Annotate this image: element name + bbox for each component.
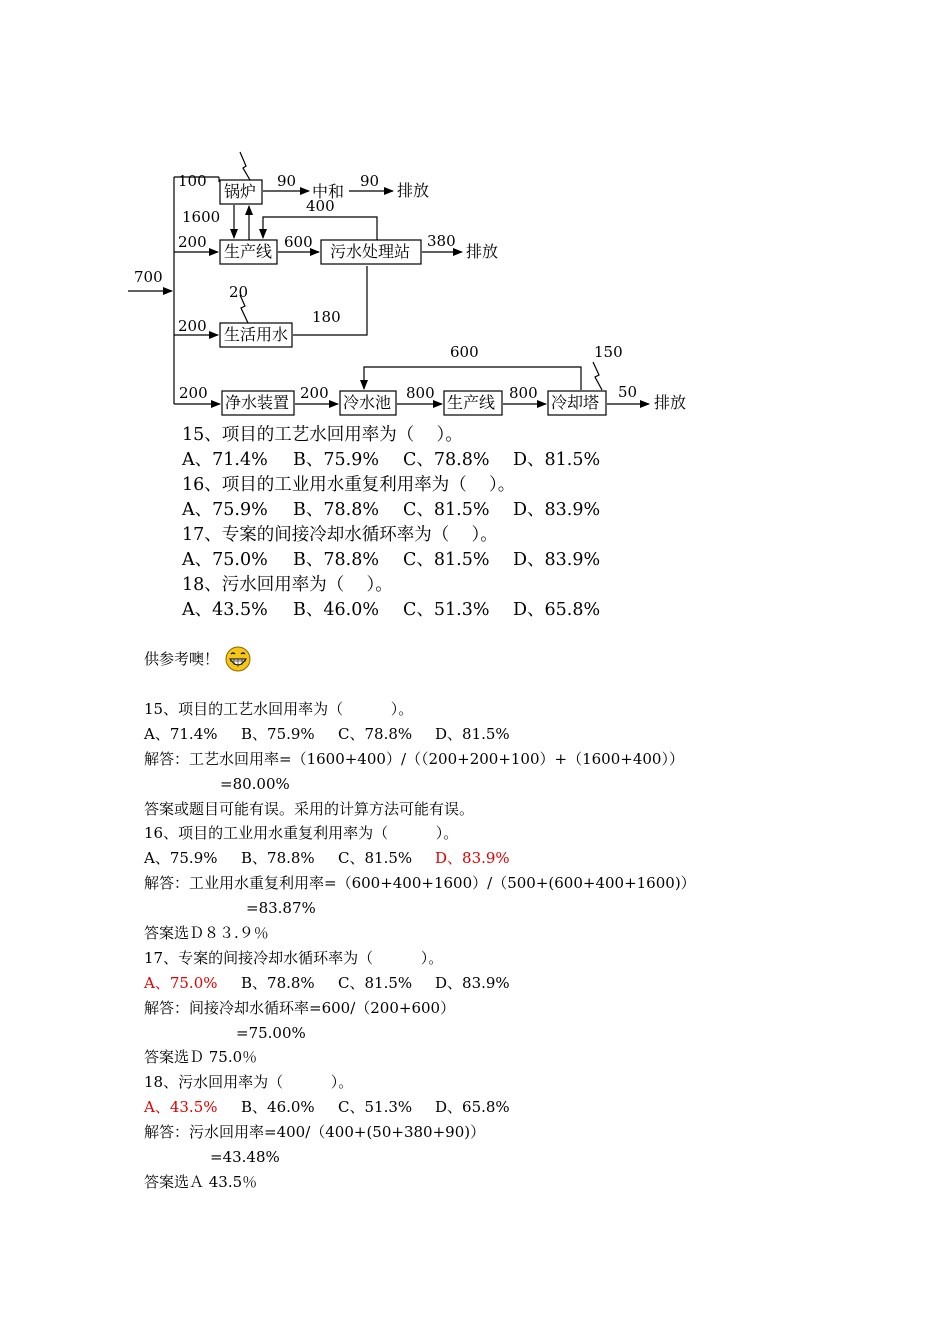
boiler-in-label: 100 xyxy=(178,172,207,190)
question-15-options xyxy=(182,448,600,473)
answer-17-stem: 17、专案的间接冷却水循环率为（ ）。 xyxy=(144,948,444,967)
answer-15-options xyxy=(144,722,696,747)
coldpool-out-label: 800 xyxy=(406,384,435,402)
tower-evap-label: 150 xyxy=(594,343,623,361)
option: D、83.9% xyxy=(513,550,601,570)
prodline2-box: 生产线 xyxy=(447,393,496,412)
option: A、75.9% xyxy=(182,500,268,520)
option: D、83.9% xyxy=(435,973,510,992)
answer-17-options xyxy=(144,971,696,996)
tower-out-label: 50 xyxy=(618,383,638,401)
option: B、75.9% xyxy=(293,450,379,470)
answer-15-note: 答案或题目可能有误。采用的计算方法可能有误。 xyxy=(144,799,475,818)
domestic-in-label: 200 xyxy=(178,317,207,335)
discharge-2: 排放 xyxy=(466,242,499,261)
question-17-options xyxy=(182,548,600,573)
loop-1600-label: 1600 xyxy=(182,208,221,226)
boiler-box: 锅炉 xyxy=(224,182,257,201)
prodline1-box: 生产线 xyxy=(224,242,273,261)
option: D、81.5% xyxy=(435,724,510,743)
option: C、81.5% xyxy=(338,849,413,868)
tower-return-label: 600 xyxy=(450,343,479,361)
discharge-3: 排放 xyxy=(654,393,687,412)
question-15: 15、项目的工艺水回用率为（ ）。 xyxy=(182,425,463,445)
option: A、71.4% xyxy=(182,450,268,470)
answer-16-stem: 16、项目的工业用水重复利用率为（ ）。 xyxy=(144,824,459,843)
option-highlighted: A、43.5% xyxy=(144,1098,218,1117)
option: B、46.0% xyxy=(241,1098,315,1117)
answer-17-note: 答案选Ｄ 75.0％ xyxy=(144,1048,258,1067)
option: C、78.8% xyxy=(403,450,490,470)
option: B、78.8% xyxy=(241,849,315,868)
option: D、81.5% xyxy=(513,450,601,470)
option: C、78.8% xyxy=(338,724,413,743)
tower-box: 冷却塔 xyxy=(551,393,600,412)
answer-16-options xyxy=(144,846,696,871)
boiler-out-label: 90 xyxy=(277,172,297,190)
question-17: 17、专案的间接冷却水循环率为（ ）。 xyxy=(182,525,498,545)
option-highlighted: A、75.0% xyxy=(144,973,218,992)
question-16: 16、项目的工业用水重复利用率为（ ）。 xyxy=(182,475,516,495)
question-list xyxy=(182,423,600,623)
option: A、75.9% xyxy=(144,849,218,868)
answer-18-options xyxy=(144,1095,696,1120)
neutral-out-label: 90 xyxy=(360,172,380,190)
option: C、81.5% xyxy=(403,500,490,520)
water-balance-diagram xyxy=(0,0,950,420)
purifier-out-label: 200 xyxy=(300,384,329,402)
answer-17-solution: 解答：间接冷却水循环率=600/（200+600） xyxy=(144,998,456,1017)
answer-16-note: 答案选Ｄ８３.９％ xyxy=(144,924,269,943)
option: A、43.5% xyxy=(182,600,268,620)
option: C、51.3% xyxy=(338,1098,413,1117)
option: B、78.8% xyxy=(293,500,379,520)
answer-18-solution: 解答：污水回用率=400/（400+(50+380+90)） xyxy=(144,1123,486,1142)
purifier-box: 净水装置 xyxy=(225,393,290,412)
option: C、81.5% xyxy=(403,550,490,570)
option: C、51.3% xyxy=(403,600,490,620)
answer-section xyxy=(144,697,696,1195)
option: B、46.0% xyxy=(293,600,379,620)
option: D、65.8% xyxy=(513,600,601,620)
prodline2-out-label: 800 xyxy=(509,384,538,402)
answer-18-stem: 18、污水回用率为（ ）。 xyxy=(144,1073,354,1092)
option: C、81.5% xyxy=(338,973,413,992)
answer-15-result: =80.00% xyxy=(220,774,290,793)
domestic-out-label: 180 xyxy=(312,308,341,326)
option: B、78.8% xyxy=(293,550,379,570)
question-16-options xyxy=(182,498,600,523)
return-400-label: 400 xyxy=(306,197,335,215)
option: B、75.9% xyxy=(241,724,315,743)
answer-16-solution: 解答：工业用水重复利用率=（600+400+1600）/（500+(600+400+1600)） xyxy=(144,874,696,893)
sewage-out-label: 380 xyxy=(427,232,456,250)
option: A、75.0% xyxy=(182,550,268,570)
answer-17-result: =75.00% xyxy=(236,1023,306,1042)
question-18-options xyxy=(182,598,600,623)
question-18: 18、污水回用率为（ ）。 xyxy=(182,575,393,595)
answer-18-result: =43.48% xyxy=(210,1148,280,1167)
coldpool-box: 冷水池 xyxy=(343,393,392,412)
prodline1-in-label: 200 xyxy=(178,233,207,251)
answer-18-note: 答案选Ａ 43.5％ xyxy=(144,1172,258,1191)
sewage-box: 污水处理站 xyxy=(330,242,411,261)
answer-15-stem: 15、项目的工艺水回用率为（ ）。 xyxy=(144,700,414,718)
answer-15-solution: 解答：工艺水回用率=（1600+400）/（（200+200+100）+（1600+400）） xyxy=(144,749,684,768)
purifier-in-label: 200 xyxy=(179,384,208,402)
discharge-1: 排放 xyxy=(397,181,430,200)
domestic-loss-label: 20 xyxy=(229,283,249,301)
option: A、71.4% xyxy=(144,724,218,743)
option-highlighted: D、83.9% xyxy=(435,849,510,868)
domestic-box: 生活用水 xyxy=(224,325,289,344)
answer-16-result: =83.87% xyxy=(246,899,316,918)
prod-to-sewage-label: 600 xyxy=(284,233,313,251)
option: D、65.8% xyxy=(435,1098,510,1117)
neutral-node: 中和 xyxy=(312,182,345,201)
grinning-face-icon xyxy=(224,645,252,673)
inflow-label: 700 xyxy=(134,268,163,286)
option: B、78.8% xyxy=(241,973,315,992)
option: D、83.9% xyxy=(513,500,601,520)
reference-note: 供参考噢！ xyxy=(144,650,220,668)
